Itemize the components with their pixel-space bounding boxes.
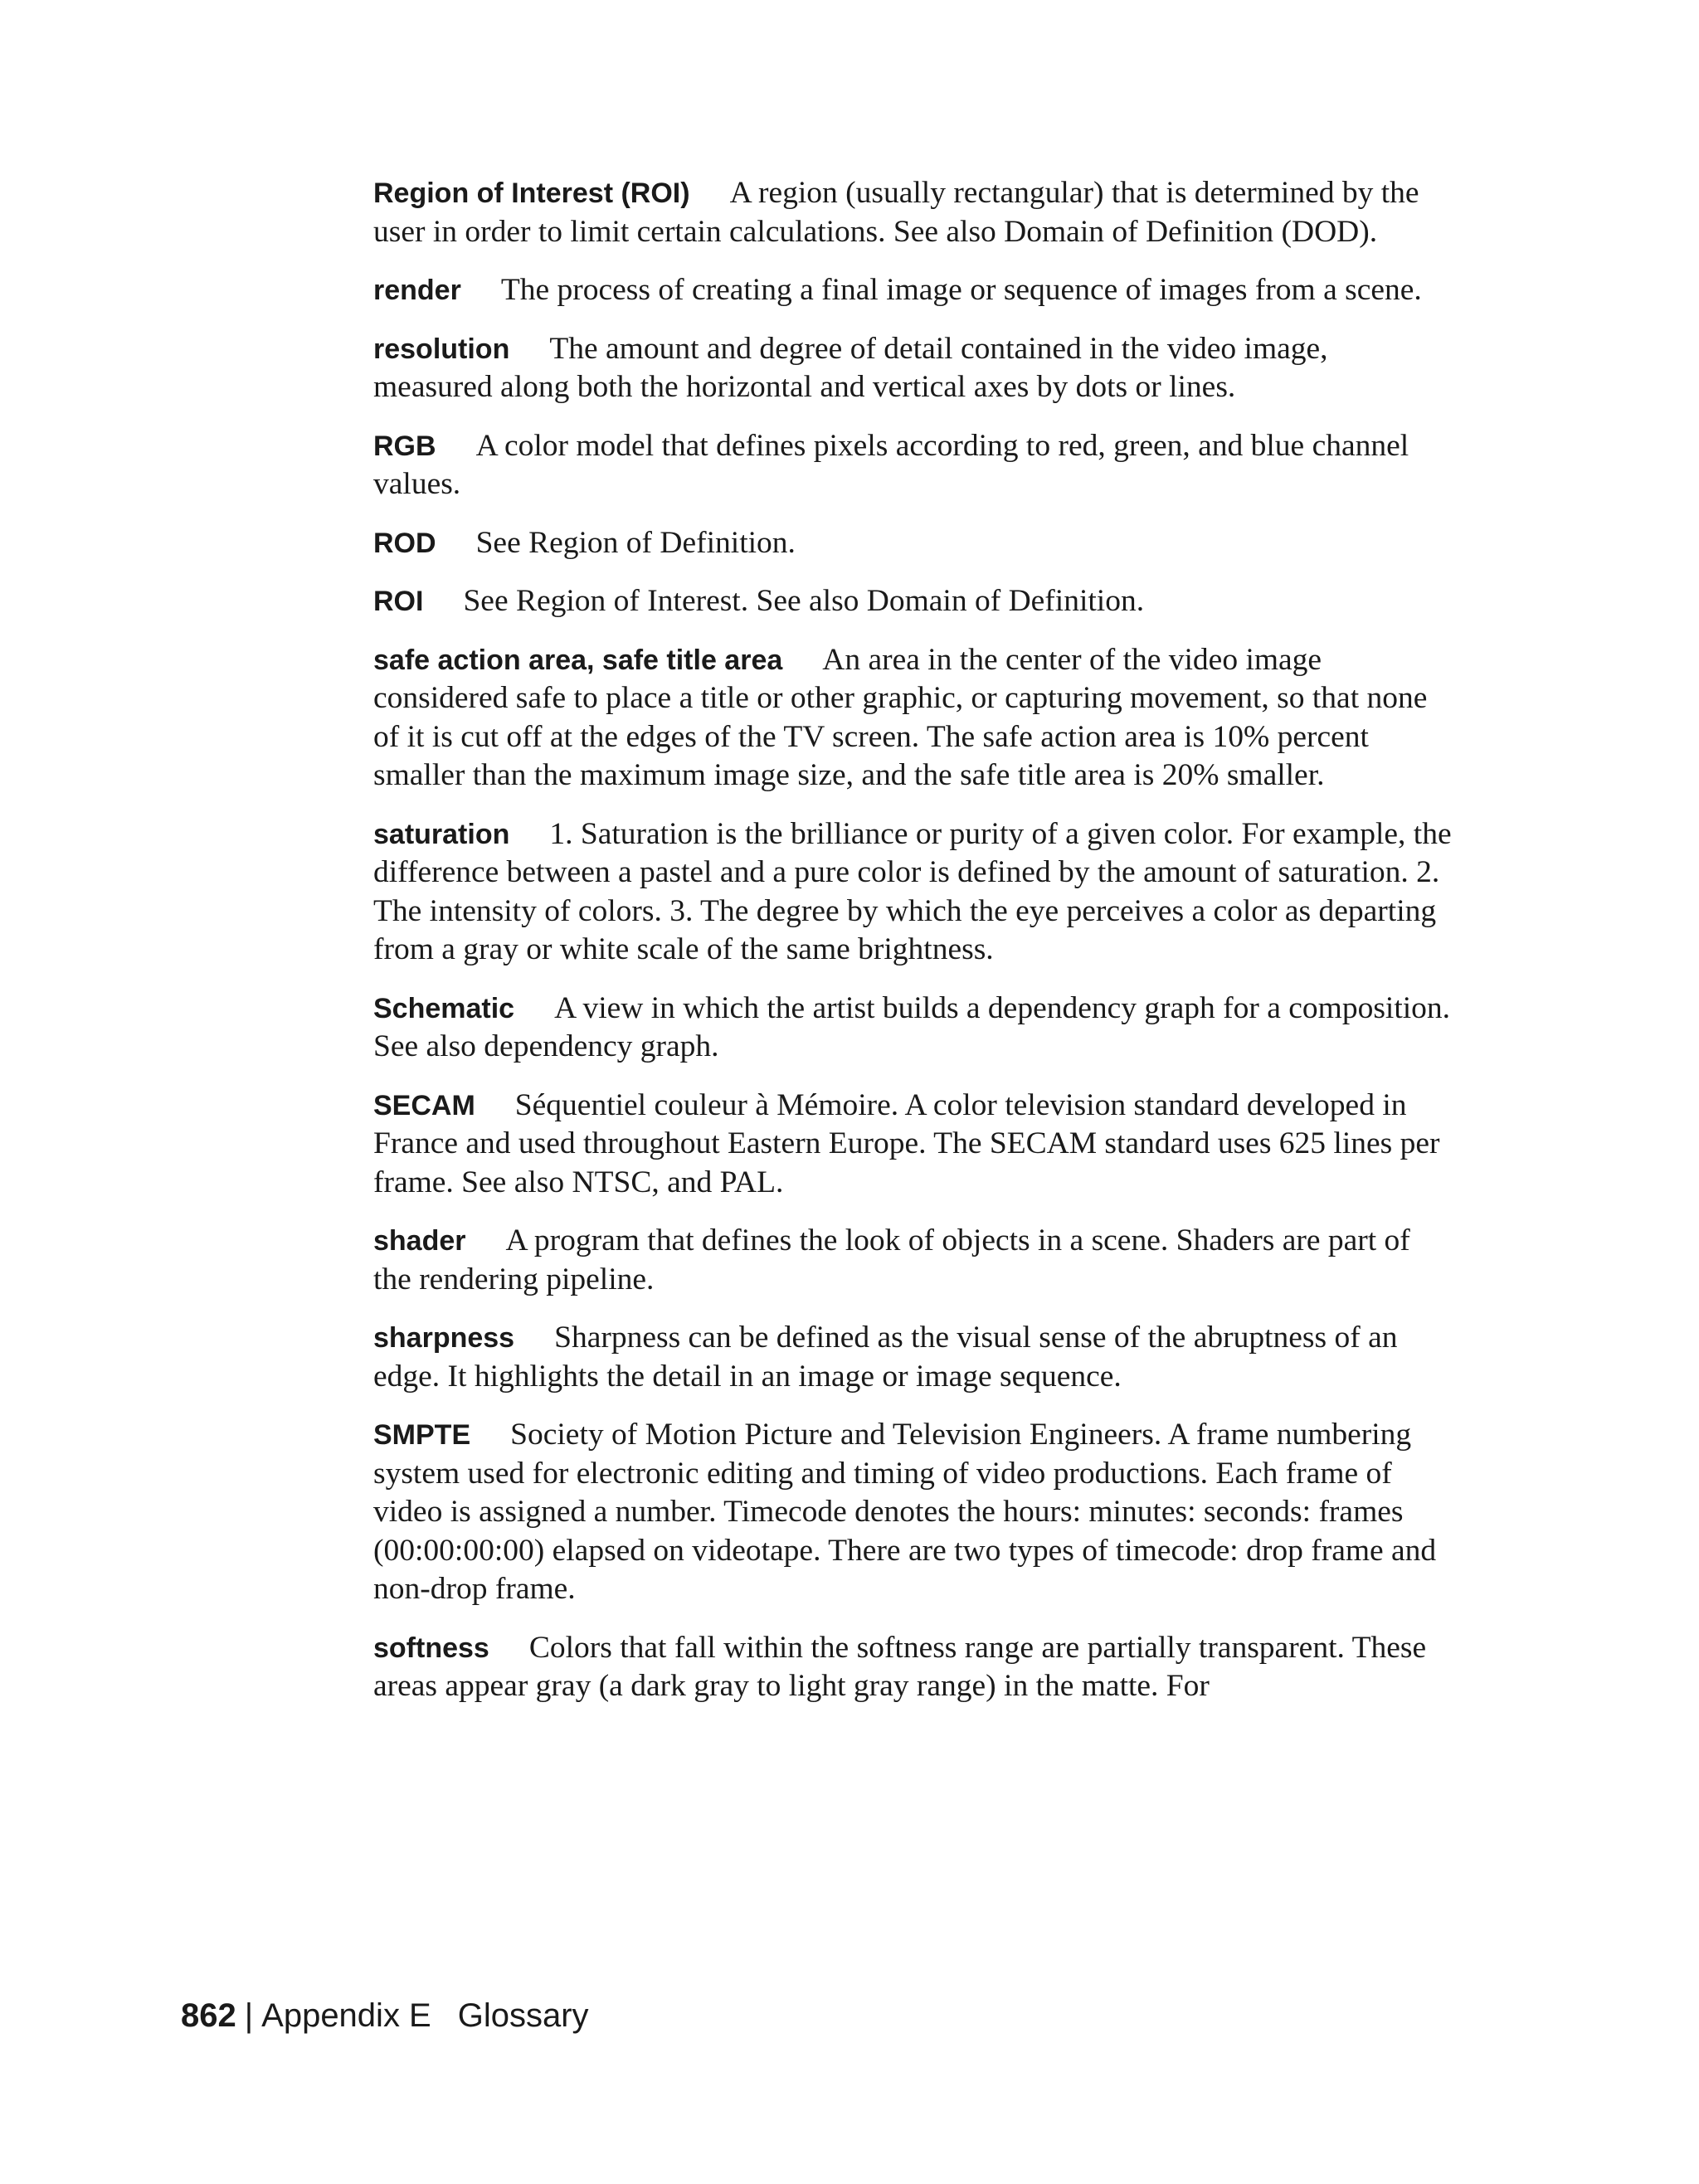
glossary-entry bbox=[373, 330, 1452, 407]
glossary-term: shader bbox=[373, 1225, 466, 1257]
glossary-entry bbox=[373, 427, 1452, 504]
glossary-entry bbox=[373, 1087, 1452, 1203]
glossary-entry bbox=[373, 582, 1452, 621]
glossary-entry bbox=[373, 271, 1452, 310]
glossary-definition: See Region of Definition. bbox=[475, 525, 796, 560]
glossary-definition: The amount and degree of detail contained in the video image, measured along both the horizontal and vertical axes by dots or lines. bbox=[373, 331, 1328, 404]
glossary-definition: See Region of Interest. See also Domain of Definition. bbox=[463, 584, 1145, 618]
glossary-term: saturation bbox=[373, 818, 510, 850]
glossary-entry bbox=[373, 174, 1452, 251]
footer-separator: | bbox=[244, 1997, 254, 2034]
glossary-term: Region of Interest (ROI) bbox=[373, 178, 690, 209]
glossary-definition: Sharpness can be defined as the visual sense of the abruptness of an edge. It highlights the detail in an image or image sequence. bbox=[373, 1321, 1398, 1394]
glossary-entry bbox=[373, 1629, 1452, 1706]
glossary-definition: A view in which the artist builds a dependency graph for a composition. See also dependency graph. bbox=[373, 990, 1451, 1063]
glossary-entry bbox=[373, 641, 1452, 795]
glossary-definition: A color model that defines pixels according to red, green, and blue channel values. bbox=[373, 428, 1409, 501]
glossary-term: sharpness bbox=[373, 1322, 515, 1354]
glossary-term: safe action area, safe title area bbox=[373, 644, 783, 676]
footer-title: Glossary bbox=[457, 1997, 589, 2034]
glossary-term: SECAM bbox=[373, 1089, 475, 1121]
glossary-definition: Séquentiel couleur à Mémoire. A color television standard developed in France and used throughout Eastern Europe. The SECAM standard uses 625 lines per frame. See also NTSC, and PAL. bbox=[373, 1087, 1440, 1199]
glossary-entry bbox=[373, 1416, 1452, 1609]
glossary-term: softness bbox=[373, 1632, 489, 1664]
glossary-term: ROD bbox=[373, 527, 436, 559]
glossary-term: Schematic bbox=[373, 992, 515, 1024]
page-footer bbox=[181, 1994, 589, 2037]
glossary-entry bbox=[373, 1222, 1452, 1299]
glossary-entry bbox=[373, 524, 1452, 563]
glossary-entries bbox=[373, 174, 1452, 1726]
glossary-definition: The process of creating a final image or sequence of images from a scene. bbox=[500, 273, 1422, 307]
glossary-term: render bbox=[373, 275, 461, 306]
footer-section: Appendix E bbox=[261, 1997, 431, 2034]
glossary-term: resolution bbox=[373, 333, 510, 365]
glossary-term: RGB bbox=[373, 430, 436, 462]
glossary-definition: An area in the center of the video image considered safe to place a title or other graphic, or capturing movement, so that none of it is cut off at the edges of the TV screen. The safe action area is 10% percent smaller than the maximum image size, and the safe title area is 20% smaller. bbox=[373, 642, 1428, 792]
glossary-definition: A program that defines the look of objects in a scene. Shaders are part of the rendering pipeline. bbox=[373, 1223, 1410, 1296]
glossary-definition: 1. Saturation is the brilliance or purity of a given color. For example, the difference between a pastel and a pure color is defined by the amount of saturation. 2. The intensity of colors. 3. The degree by which the eye perceives a color as departing from a gray or white scale of the same brightness. bbox=[373, 816, 1452, 966]
glossary-definition: Colors that fall within the softness range are partially transparent. These areas appear gray (a dark gray to light gray range) in the matte. For bbox=[373, 1630, 1427, 1703]
glossary-term: ROI bbox=[373, 586, 424, 617]
glossary-definition: A region (usually rectangular) that is determined by the user in order to limit certain calculations. See also Domain of Definition (DOD). bbox=[373, 176, 1419, 249]
glossary-entry bbox=[373, 1319, 1452, 1396]
page-number: 862 bbox=[181, 1997, 236, 2034]
glossary-entry bbox=[373, 815, 1452, 970]
glossary-definition: Society of Motion Picture and Television Engineers. A frame numbering system used for electronic editing and timing of video productions. Each frame of video is assigned a number. Timecode denotes the hours: minutes: seconds: frames (00:00:00:00) elapsed on videotape. There are two types of timecode: drop frame and non-drop frame. bbox=[373, 1418, 1437, 1606]
glossary-term: SMPTE bbox=[373, 1419, 471, 1451]
glossary-entry bbox=[373, 990, 1452, 1067]
